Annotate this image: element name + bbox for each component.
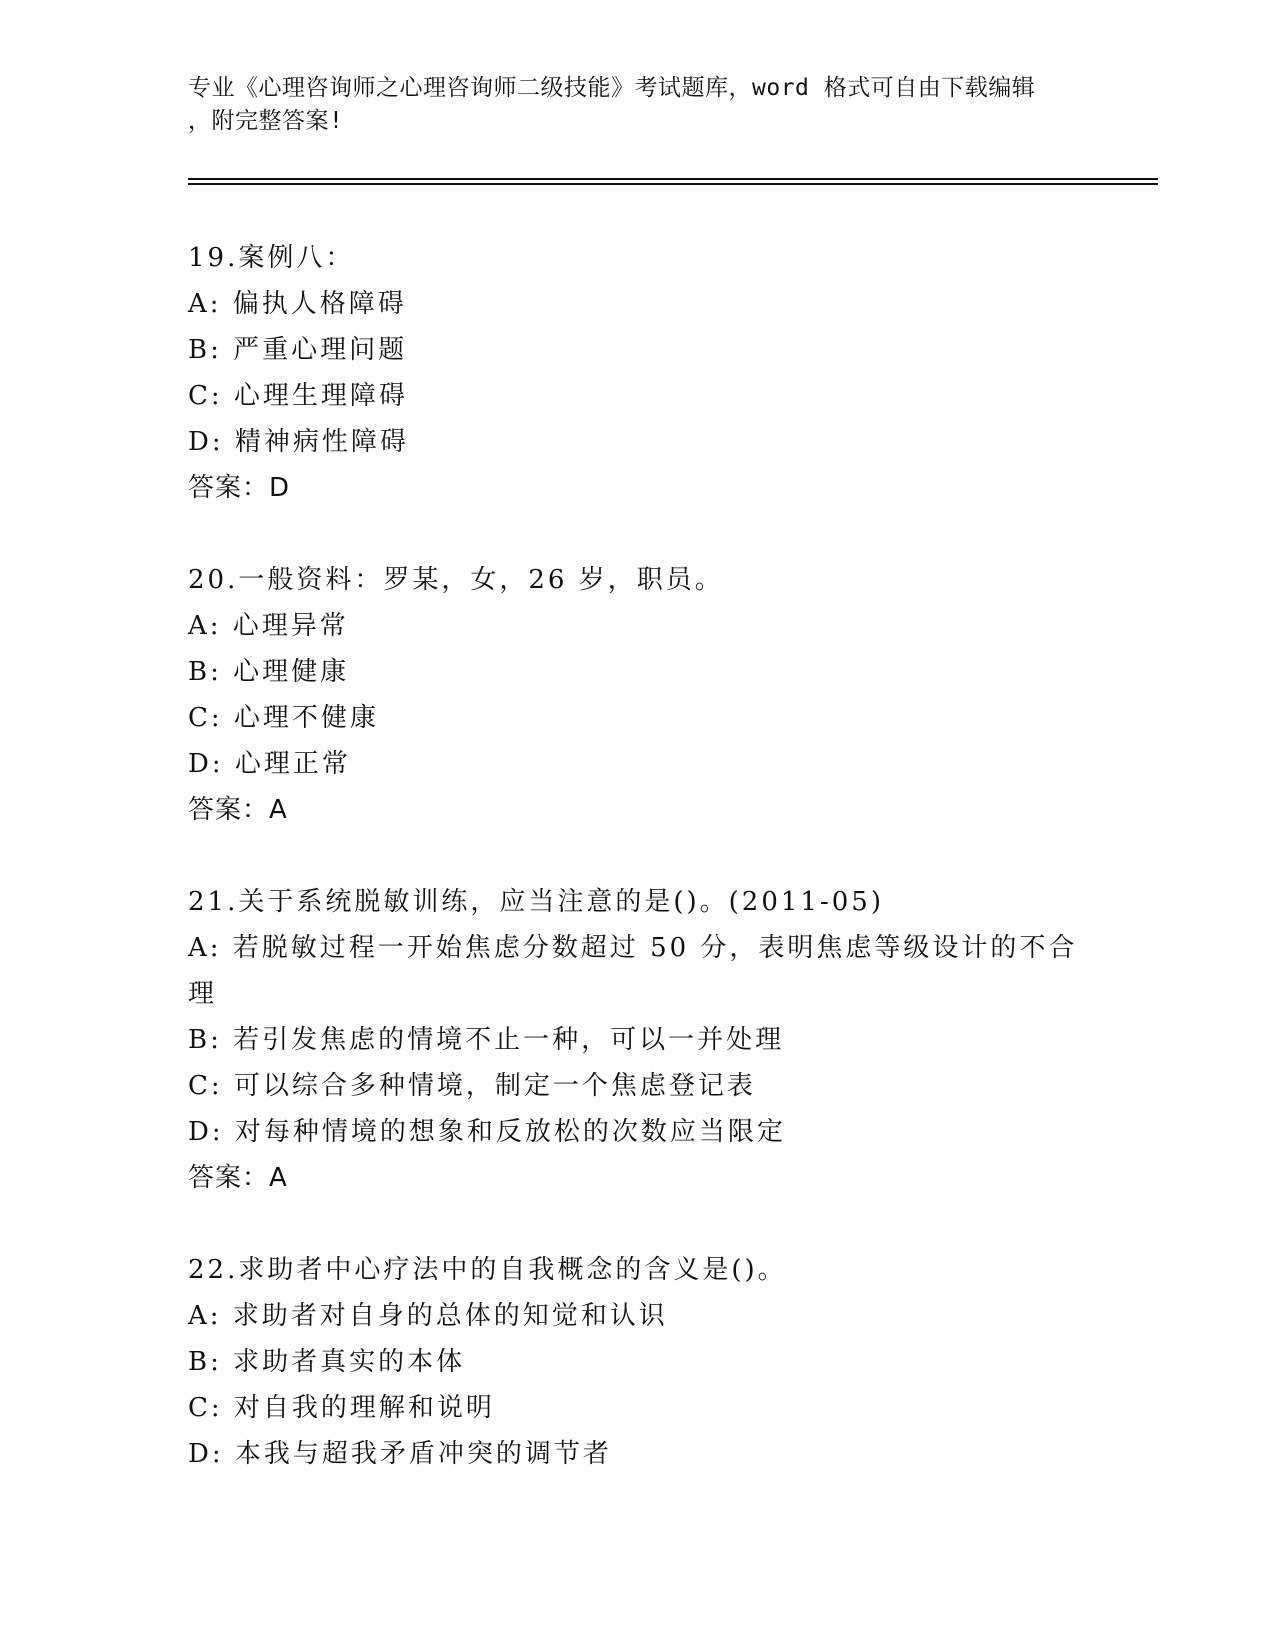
question-stem: 22.求助者中心疗法中的自我概念的含义是()。 [188, 1255, 787, 1285]
option-c: C: 心理不健康 [188, 703, 379, 733]
question-21 [188, 879, 1088, 1201]
option-a: A: 偏执人格障碍 [188, 289, 407, 319]
option-d: D: 精神病性障碍 [188, 427, 409, 457]
header-divider-bottom [188, 183, 1158, 185]
option-a: A: 若脱敏过程一开始焦虑分数超过 50 分，表明焦虑等级设计的不合理 [188, 933, 1078, 1009]
option-b: B: 心理健康 [188, 657, 350, 687]
answer-label: 答案：D [188, 473, 291, 503]
answer-label: 答案：A [188, 1163, 288, 1193]
question-22 [188, 1247, 1088, 1477]
option-a: A: 求助者对自身的总体的知觉和认识 [188, 1301, 668, 1331]
option-c: C: 可以综合多种情境，制定一个焦虑登记表 [188, 1071, 756, 1101]
document-header [188, 72, 1088, 138]
question-20 [188, 557, 1088, 833]
option-b: B: 若引发焦虑的情境不止一种，可以一并处理 [188, 1025, 785, 1055]
question-stem: 21.关于系统脱敏训练，应当注意的是()。(2011-05) [188, 887, 884, 917]
answer-label: 答案：A [188, 795, 288, 825]
option-b: B: 严重心理问题 [188, 335, 408, 365]
option-c: C: 对自我的理解和说明 [188, 1393, 495, 1423]
header-divider-top [188, 178, 1158, 180]
option-d: D: 对每种情境的想象和反放松的次数应当限定 [188, 1117, 786, 1147]
header-line-2: ，附完整答案! [188, 108, 344, 134]
option-a: A: 心理异常 [188, 611, 349, 641]
option-d: D: 心理正常 [188, 749, 351, 779]
option-c: C: 心理生理障碍 [188, 381, 408, 411]
option-d: D: 本我与超我矛盾冲突的调节者 [188, 1439, 612, 1469]
question-stem: 20.一般资料：罗某，女，26 岁，职员。 [188, 565, 724, 595]
question-list [188, 235, 1088, 1523]
question-stem: 19.案例八： [188, 243, 355, 273]
question-19 [188, 235, 1088, 511]
header-line-1: 专业《心理咨询师之心理咨询师二级技能》考试题库，word 格式可自由下载编辑 [188, 75, 1036, 101]
option-b: B: 求助者真实的本体 [188, 1347, 466, 1377]
